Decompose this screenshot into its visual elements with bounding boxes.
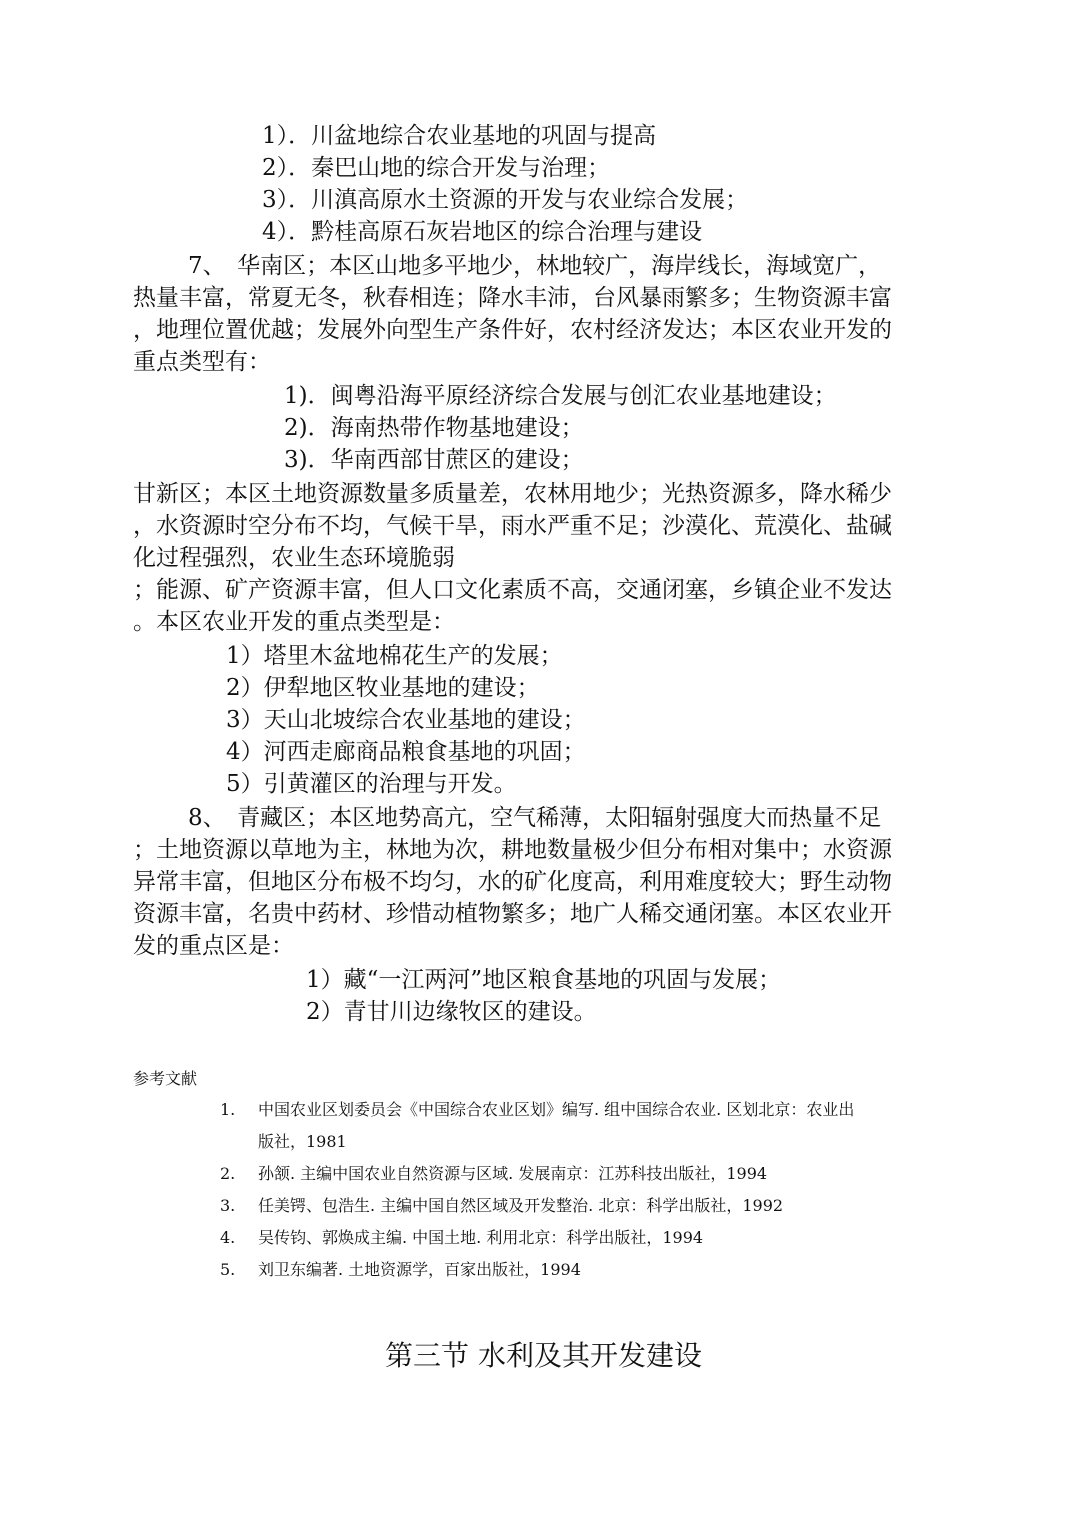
- list-item: 2)．海南热带作物基地建设；: [284, 415, 584, 441]
- paragraph-line: ，地理位置优越；发展外向型生产条件好，农村经济发达；本区农业开发的: [133, 317, 892, 343]
- reference-item: [220, 1222, 980, 1254]
- paragraph-line: 8、 青藏区；本区地势高亢，空气稀薄，太阳辐射强度大而热量不足: [188, 805, 882, 831]
- list-item: 3)．华南西部甘蔗区的建设；: [284, 447, 584, 473]
- paragraph-line: ；土地资源以草地为主，林地为次，耕地数量极少但分布相对集中；水资源: [133, 837, 892, 863]
- paragraph-line: 发的重点区是：: [133, 933, 294, 959]
- paragraph-line: 异常丰富，但地区分布极不均匀，水的矿化度高，利用难度较大；野生动物: [133, 869, 892, 895]
- reference-item: [220, 1254, 980, 1286]
- reference-text: 版社，1981: [258, 1132, 347, 1151]
- section-title: 第三节 水利及其开发建设: [385, 1339, 702, 1372]
- reference-text: 孙颔. 主编中国农业自然资源与区域. 发展南京：江苏科技出版社，1994: [258, 1164, 768, 1183]
- reference-number: 4.: [220, 1228, 236, 1247]
- list-item: 2）伊犁地区牧业基地的建设；: [226, 675, 540, 701]
- list-item: 3）天山北坡综合农业基地的建设；: [226, 707, 586, 733]
- list-item: 1）塔里木盆地棉花生产的发展；: [226, 643, 563, 669]
- list-item: 4）河西走廊商品粮食基地的巩固；: [226, 739, 586, 765]
- paragraph-line: 热量丰富，常夏无冬，秋春相连；降水丰沛，台风暴雨繁多；生物资源丰富: [133, 285, 892, 311]
- references-heading: 参考文献: [133, 1069, 198, 1088]
- list-item: 3）．川滇高原水土资源的开发与农业综合发展；: [262, 187, 749, 213]
- paragraph-line: 甘新区；本区土地资源数量多质量差，农林用地少；光热资源多，降水稀少: [133, 481, 892, 507]
- list-item: 2）青甘川边缘牧区的建设。: [306, 999, 597, 1025]
- reference-text: 中国农业区划委员会《中国综合农业区划》编写. 组中国综合农业. 区划北京：农业出: [258, 1100, 855, 1119]
- reference-text: 刘卫东编著. 土地资源学，百家出版社，1994: [258, 1260, 581, 1279]
- reference-text: 吴传钧、郭焕成主编. 中国土地. 利用北京：科学出版社，1994: [258, 1228, 704, 1247]
- list-item: 2）．秦巴山地的综合开发与治理；: [262, 155, 611, 181]
- list-item: 5）引黄灌区的治理与开发。: [226, 771, 517, 797]
- reference-text: 任美锷、包浩生. 主编中国自然区域及开发整治. 北京：科学出版社，1992: [258, 1196, 784, 1215]
- paragraph-line: ；能源、矿产资源丰富，但人口文化素质不高，交通闭塞，乡镇企业不发达: [133, 577, 892, 603]
- list-item: 1）藏“一江两河”地区粮食基地的巩固与发展；: [306, 967, 782, 993]
- reference-number: 2.: [220, 1164, 236, 1183]
- list-item: 1）．川盆地综合农业基地的巩固与提高: [262, 123, 657, 149]
- paragraph-line: 重点类型有：: [133, 349, 271, 375]
- list-item: 4）．黔桂高原石灰岩地区的综合治理与建设: [262, 219, 703, 245]
- list-item: 1)．闽粤沿海平原经济综合发展与创汇农业基地建设；: [284, 383, 837, 409]
- reference-item: [220, 1094, 980, 1158]
- paragraph-line: ，水资源时空分布不均，气候干旱，雨水严重不足；沙漠化、荒漠化、盐碱: [133, 513, 892, 539]
- reference-number: 5.: [220, 1260, 236, 1279]
- reference-number: 3.: [220, 1196, 236, 1215]
- paragraph-line: 7、 华南区；本区山地多平地少，林地较广，海岸线长，海域宽广，: [188, 253, 882, 279]
- reference-item: [220, 1158, 980, 1190]
- paragraph-line: 。本区农业开发的重点类型是：: [133, 609, 455, 635]
- reference-item: [220, 1190, 980, 1222]
- paragraph-line: 化过程强烈，农业生态环境脆弱: [133, 545, 455, 571]
- reference-number: 1.: [220, 1100, 236, 1119]
- paragraph-line: 资源丰富，名贵中药材、珍惜动植物繁多；地广人稀交通闭塞。本区农业开: [133, 901, 892, 927]
